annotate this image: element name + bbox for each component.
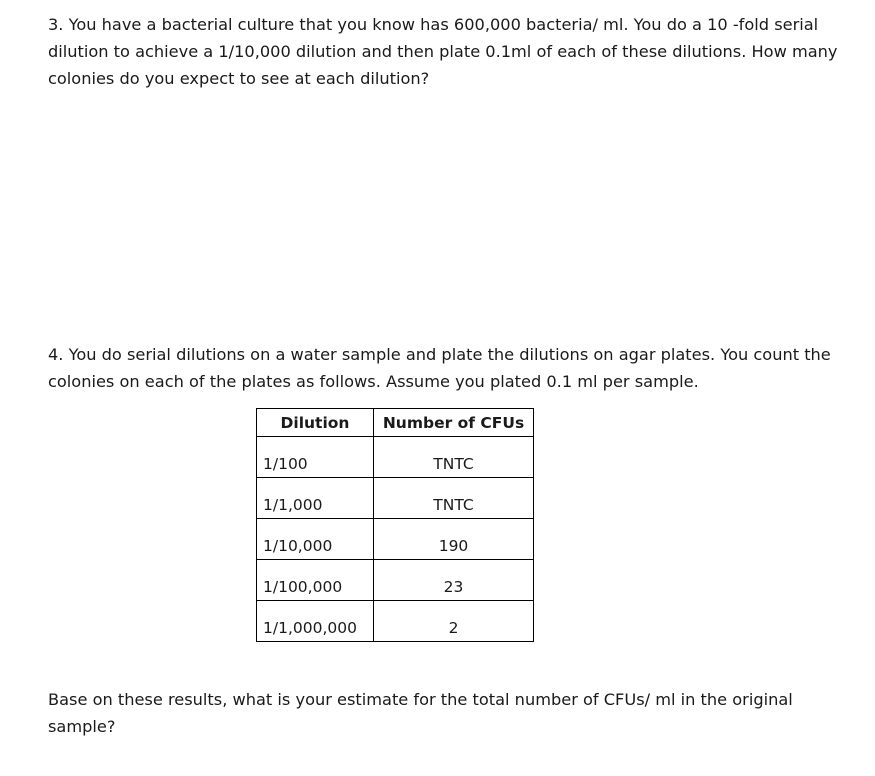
table-row [257, 437, 534, 478]
dilution-cell: 1/10,000 [257, 519, 374, 560]
header-dilution: Dilution [257, 409, 374, 437]
dilution-cfu-table [256, 408, 534, 642]
table-row [257, 601, 534, 642]
dilution-cell: 1/100 [257, 437, 374, 478]
dilution-cell: 1/1,000,000 [257, 601, 374, 642]
dilution-cell: 1/1,000 [257, 478, 374, 519]
cfu-cell: 190 [374, 519, 534, 560]
question-4-followup-text: Base on these results, what is your estimate for the total number of CFUs/ ml in the original sample? [48, 690, 793, 736]
dilution-cell: 1/100,000 [257, 560, 374, 601]
header-number-of-cfus: Number of CFUs [374, 409, 534, 437]
question-4-text: 4. You do serial dilutions on a water sample and plate the dilutions on agar plates. You count the colonies on each of the plates as follows. Assume you plated 0.1 ml per sample. [48, 345, 831, 391]
cfu-cell: TNTC [374, 478, 534, 519]
table-row [257, 519, 534, 560]
cfu-cell: 23 [374, 560, 534, 601]
cfu-cell: TNTC [374, 437, 534, 478]
table-row [257, 478, 534, 519]
cfu-cell: 2 [374, 601, 534, 642]
table-header-row [257, 409, 534, 437]
table-row [257, 560, 534, 601]
question-3-text: 3. You have a bacterial culture that you know has 600,000 bacteria/ ml. You do a 10 -fold serial dilution to achieve a 1/10,000 dilution and then plate 0.1ml of each of these dilutions. How many colonies do you expect to see at each dilution? [48, 15, 838, 88]
